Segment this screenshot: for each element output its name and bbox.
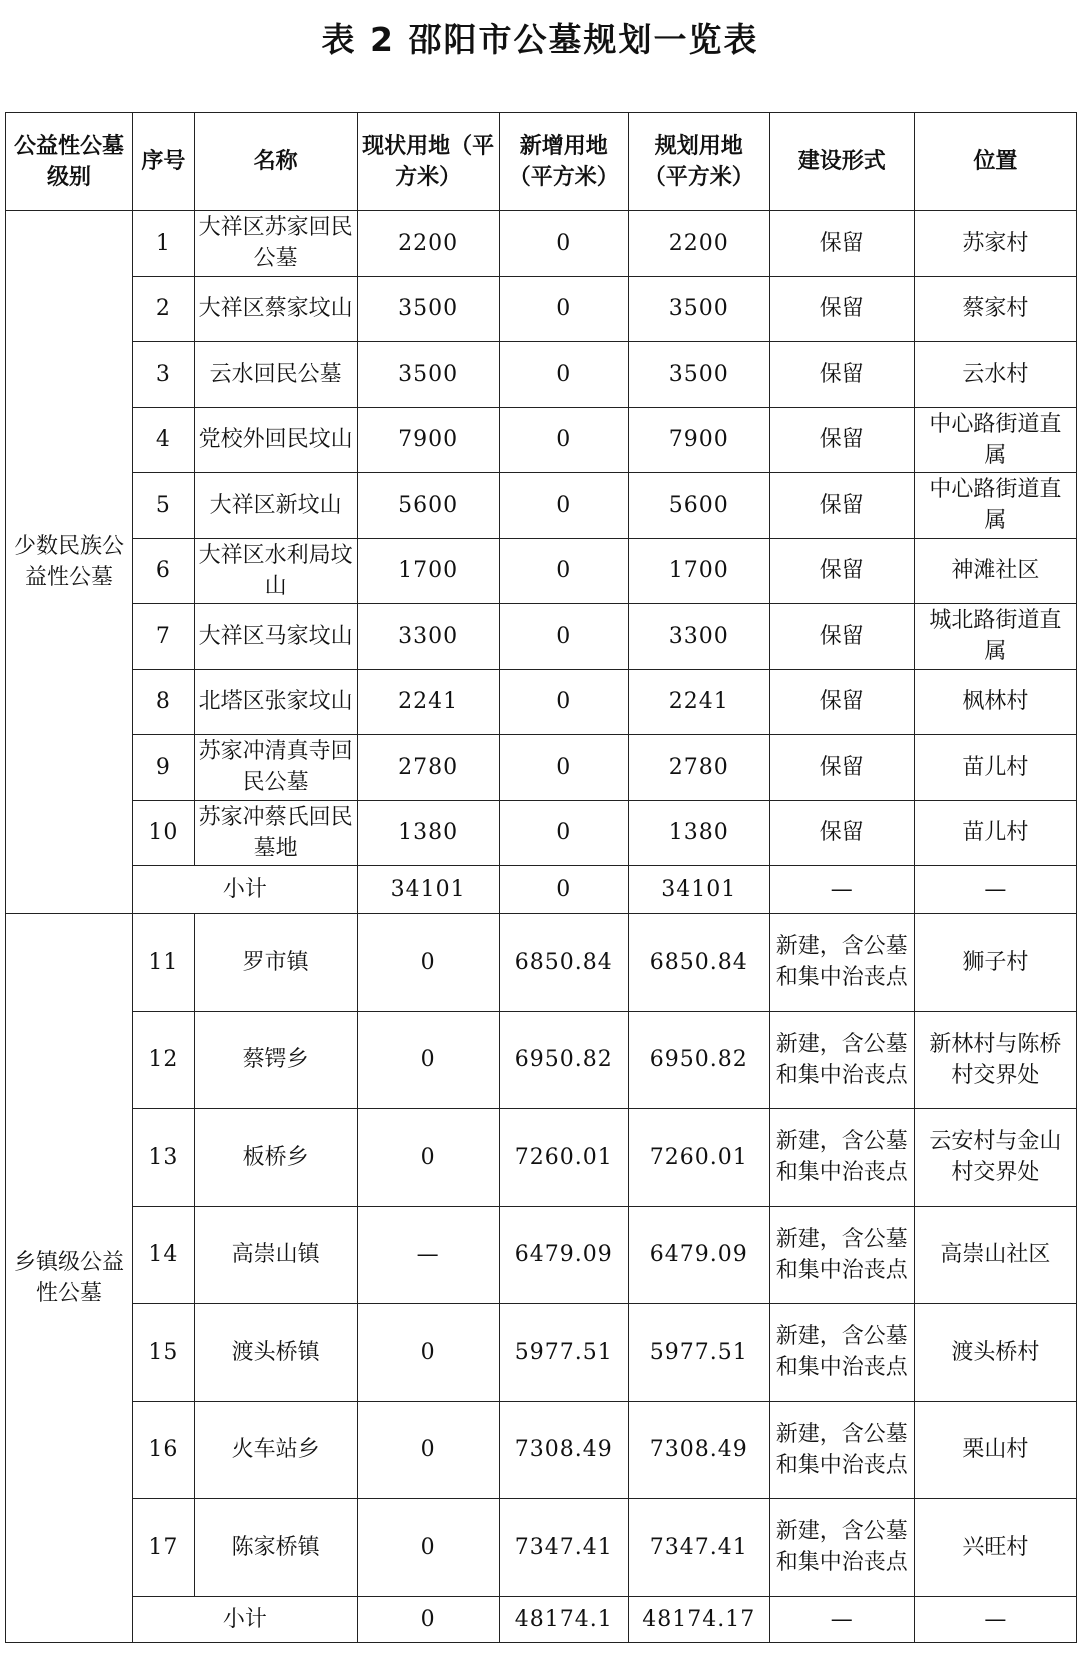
current-area-cell: 0 [357,914,499,1012]
added-area-cell: 7308.49 [499,1401,628,1499]
location-cell: 中心路街道直属 [914,473,1076,539]
current-area-cell: 3500 [357,276,499,342]
name-cell: 云水回民公墓 [194,342,357,408]
construction-form-cell: 保留 [769,276,914,342]
table-row [6,473,1077,539]
planned-area-cell: 3300 [628,604,769,670]
header-planned-area: 规划用地（平方米） [628,113,769,211]
name-cell: 大祥区马家坟山 [194,604,357,670]
row-number-cell: 4 [133,407,194,473]
current-area-cell: 2200 [357,211,499,277]
planned-area-cell: 6479.09 [628,1206,769,1304]
added-area-cell: 0 [499,669,628,735]
header-level: 公益性公墓级别 [6,113,133,211]
location-cell: 苗儿村 [914,800,1076,866]
construction-form-cell: 新建，含公墓和集中治丧点 [769,1206,914,1304]
added-area-cell: 0 [499,211,628,277]
name-cell: 苏家冲蔡氏回民墓地 [194,800,357,866]
current-area-cell: 0 [357,1401,499,1499]
construction-form-cell: 保留 [769,800,914,866]
construction-form-cell: 保留 [769,473,914,539]
row-number-cell: 14 [133,1206,194,1304]
table-row [6,1401,1077,1499]
subtotal-added-cell: 0 [499,866,628,914]
planned-area-cell: 7308.49 [628,1401,769,1499]
table-row [6,211,1077,277]
table-row [6,1206,1077,1304]
header-construction-form: 建设形式 [769,113,914,211]
current-area-cell: 0 [357,1499,499,1597]
name-cell: 大祥区水利局坟山 [194,538,357,604]
table-row [6,800,1077,866]
planned-area-cell: 5600 [628,473,769,539]
subtotal-form-cell: — [769,1596,914,1642]
table-row [6,1011,1077,1109]
planned-area-cell: 2200 [628,211,769,277]
row-number-cell: 1 [133,211,194,277]
planned-area-cell: 7347.41 [628,1499,769,1597]
location-cell: 渡头桥村 [914,1304,1076,1402]
location-cell: 苏家村 [914,211,1076,277]
location-cell: 苗儿村 [914,735,1076,801]
current-area-cell: 0 [357,1304,499,1402]
name-cell: 北塔区张家坟山 [194,669,357,735]
table-row [6,342,1077,408]
name-cell: 苏家冲清真寺回民公墓 [194,735,357,801]
construction-form-cell: 新建，含公墓和集中治丧点 [769,914,914,1012]
added-area-cell: 5977.51 [499,1304,628,1402]
current-area-cell: 3500 [357,342,499,408]
construction-form-cell: 保留 [769,669,914,735]
name-cell: 火车站乡 [194,1401,357,1499]
header-added-area: 新增用地（平方米） [499,113,628,211]
row-number-cell: 9 [133,735,194,801]
name-cell: 蔡锷乡 [194,1011,357,1109]
current-area-cell: 3300 [357,604,499,670]
subtotal-label: 小计 [133,866,358,914]
subtotal-planned-cell: 34101 [628,866,769,914]
subtotal-row [6,1596,1077,1642]
added-area-cell: 0 [499,407,628,473]
location-cell: 中心路街道直属 [914,407,1076,473]
table-row [6,276,1077,342]
added-area-cell: 0 [499,342,628,408]
construction-form-cell: 保留 [769,211,914,277]
name-cell: 大祥区苏家回民公墓 [194,211,357,277]
row-number-cell: 15 [133,1304,194,1402]
construction-form-cell: 保留 [769,735,914,801]
planned-area-cell: 1380 [628,800,769,866]
name-cell: 陈家桥镇 [194,1499,357,1597]
location-cell: 城北路街道直属 [914,604,1076,670]
construction-form-cell: 新建，含公墓和集中治丧点 [769,1011,914,1109]
current-area-cell: 7900 [357,407,499,473]
construction-form-cell: 保留 [769,538,914,604]
planned-area-cell: 7900 [628,407,769,473]
location-cell: 云水村 [914,342,1076,408]
added-area-cell: 6479.09 [499,1206,628,1304]
table-row [6,407,1077,473]
current-area-cell: 1700 [357,538,499,604]
added-area-cell: 0 [499,473,628,539]
subtotal-location-cell: — [914,866,1076,914]
row-number-cell: 10 [133,800,194,866]
table-row [6,1304,1077,1402]
table-row [6,1499,1077,1597]
current-area-cell: 0 [357,1109,499,1207]
construction-form-cell: 保留 [769,342,914,408]
group-level-cell: 少数民族公益性公墓 [6,211,133,914]
construction-form-cell: 新建，含公墓和集中治丧点 [769,1499,914,1597]
construction-form-cell: 新建，含公墓和集中治丧点 [769,1109,914,1207]
table-row [6,538,1077,604]
cemetery-plan-table [5,112,1077,1643]
current-area-cell: 2780 [357,735,499,801]
current-area-cell: 2241 [357,669,499,735]
location-cell: 兴旺村 [914,1499,1076,1597]
row-number-cell: 2 [133,276,194,342]
added-area-cell: 6850.84 [499,914,628,1012]
name-cell: 板桥乡 [194,1109,357,1207]
added-area-cell: 7260.01 [499,1109,628,1207]
table-row [6,914,1077,1012]
subtotal-label: 小计 [133,1596,358,1642]
construction-form-cell: 保留 [769,407,914,473]
group-level-cell: 乡镇级公益性公墓 [6,914,133,1643]
current-area-cell: 1380 [357,800,499,866]
planned-area-cell: 3500 [628,276,769,342]
row-number-cell: 5 [133,473,194,539]
construction-form-cell: 保留 [769,604,914,670]
planned-area-cell: 7260.01 [628,1109,769,1207]
subtotal-added-cell: 48174.1 [499,1596,628,1642]
name-cell: 大祥区新坟山 [194,473,357,539]
planned-area-cell: 3500 [628,342,769,408]
current-area-cell: — [357,1206,499,1304]
added-area-cell: 6950.82 [499,1011,628,1109]
subtotal-location-cell: — [914,1596,1076,1642]
planned-area-cell: 6950.82 [628,1011,769,1109]
location-cell: 高崇山社区 [914,1206,1076,1304]
location-cell: 蔡家村 [914,276,1076,342]
table-row [6,669,1077,735]
subtotal-planned-cell: 48174.17 [628,1596,769,1642]
header-name: 名称 [194,113,357,211]
construction-form-cell: 新建，含公墓和集中治丧点 [769,1304,914,1402]
row-number-cell: 3 [133,342,194,408]
current-area-cell: 0 [357,1011,499,1109]
header-current-area: 现状用地（平方米） [357,113,499,211]
location-cell: 枫林村 [914,669,1076,735]
location-cell: 狮子村 [914,914,1076,1012]
added-area-cell: 0 [499,276,628,342]
subtotal-row [6,866,1077,914]
name-cell: 罗市镇 [194,914,357,1012]
table-row [6,735,1077,801]
planned-area-cell: 2780 [628,735,769,801]
table-title: 表 2 邵阳市公墓规划一览表 [321,20,759,59]
added-area-cell: 7347.41 [499,1499,628,1597]
planned-area-cell: 6850.84 [628,914,769,1012]
location-cell: 神滩社区 [914,538,1076,604]
added-area-cell: 0 [499,800,628,866]
added-area-cell: 0 [499,735,628,801]
row-number-cell: 6 [133,538,194,604]
header-location: 位置 [914,113,1076,211]
subtotal-current-cell: 34101 [357,866,499,914]
subtotal-current-cell: 0 [357,1596,499,1642]
added-area-cell: 0 [499,604,628,670]
table-row [6,604,1077,670]
table-row [6,1109,1077,1207]
row-number-cell: 17 [133,1499,194,1597]
name-cell: 党校外回民坟山 [194,407,357,473]
name-cell: 大祥区蔡家坟山 [194,276,357,342]
row-number-cell: 12 [133,1011,194,1109]
name-cell: 高崇山镇 [194,1206,357,1304]
planned-area-cell: 1700 [628,538,769,604]
header-row [6,113,1077,211]
location-cell: 云安村与金山村交界处 [914,1109,1076,1207]
name-cell: 渡头桥镇 [194,1304,357,1402]
current-area-cell: 5600 [357,473,499,539]
planned-area-cell: 5977.51 [628,1304,769,1402]
row-number-cell: 8 [133,669,194,735]
added-area-cell: 0 [499,538,628,604]
row-number-cell: 13 [133,1109,194,1207]
row-number-cell: 16 [133,1401,194,1499]
location-cell: 栗山村 [914,1401,1076,1499]
planned-area-cell: 2241 [628,669,769,735]
subtotal-form-cell: — [769,866,914,914]
location-cell: 新林村与陈桥村交界处 [914,1011,1076,1109]
row-number-cell: 11 [133,914,194,1012]
construction-form-cell: 新建，含公墓和集中治丧点 [769,1401,914,1499]
header-no: 序号 [133,113,194,211]
row-number-cell: 7 [133,604,194,670]
